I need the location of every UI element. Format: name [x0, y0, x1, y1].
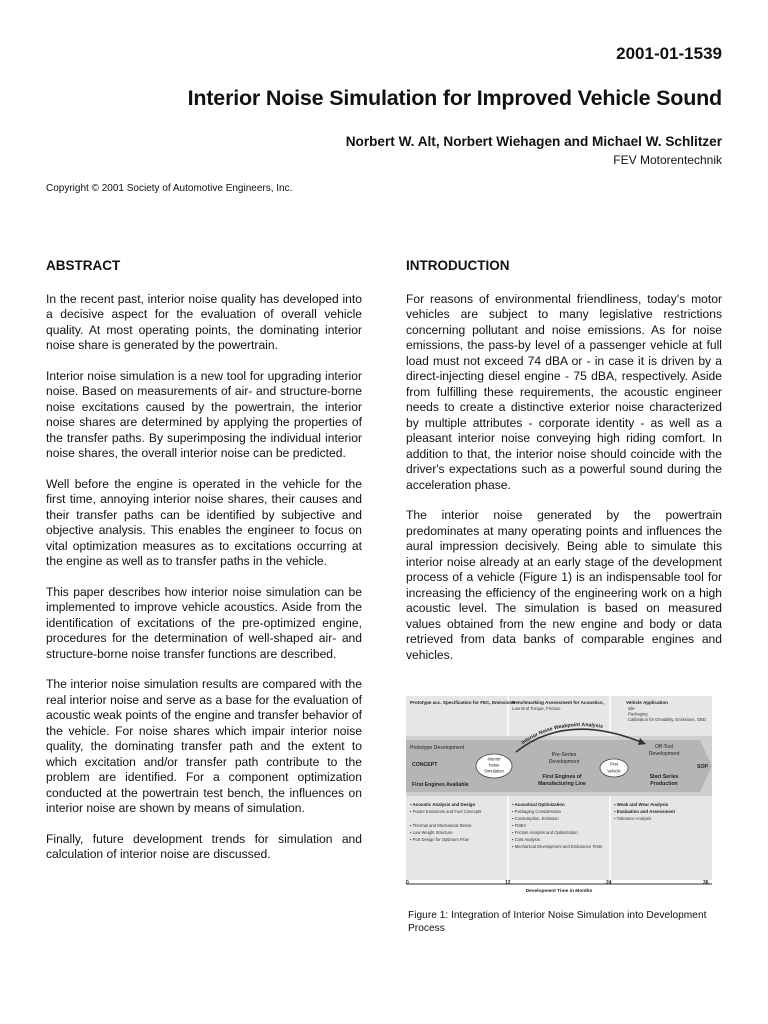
abstract-paragraph: Interior noise simulation is a new tool for upgrading interior noise. Based on measurements of air- and structure-borne noise excitations caused by the powertrain, the interior noise shares are determined by applying the properties of the transfer paths. By superimposing the individual interior noise shares, the overall interior noise can be predicted.: [46, 368, 362, 460]
off-tool-label: Off-Tool: [654, 744, 674, 750]
axis-tick-24: 24: [606, 880, 612, 886]
ins-ellipse-line: Simulation: [484, 768, 504, 774]
bottom-box-item: ▪ Packaging Consideration: [512, 809, 562, 814]
first-engines-line-label: First Engines of: [542, 774, 582, 780]
bottom-box-item: ▪ Mechanical Development and Endurance Tests: [512, 844, 603, 849]
weakpoint-arc-label: Interior Noise Weakpoint Analysis: [520, 722, 604, 747]
ins-ellipse-line: Interior: [487, 756, 501, 762]
bottom-box-item: ▪ Evaluation and Assessment: [614, 809, 675, 814]
abstract-section: [46, 258, 362, 878]
bottom-box-item: ▪ Cost Analysis: [512, 837, 540, 842]
introduction-paragraph: The interior noise generated by the powertrain predominates at many operating points and influences the aural impression decisively. Being able to simulate this interior noise already at an early stage of the development process of a vehicle (Figure 1) is an indispensable tool for increasing the efficiency of the engineering work on a high acoustic level. The simulation is based on measured values obtained from the new engine and body or data retrieved from data banks of comparable engines and vehicles.: [406, 508, 722, 662]
bottom-box-item: ▪ Future Emissions and Fuel Concepts: [410, 809, 482, 814]
pre-series-label: Pre-Series: [551, 752, 577, 758]
introduction-section: [406, 258, 722, 678]
bottom-box-item: ▪ Weak and Wear Analysis: [614, 802, 669, 807]
first-engines-line-label: Manufacturing Line: [538, 781, 586, 787]
caption-text: Integration of Interior Noise Simulation into Development Process: [408, 910, 707, 934]
abstract-paragraph: The interior noise simulation results are compared with the real interior noise and serve as a base for the evaluation of acoustic weak points of the engine and transfer behavior of the vehicle. For noise shares which impair interior noise quality, the dominating transfer path and the extent to which excitation and/or transfer path contribute to the problem are identified. For a component optimization conducted at the powertrain test bench, the influences on interior noise are shown by means of simulation.: [46, 677, 362, 815]
top-box-3-item: Calibration for Drivability, Emissions, OBD: [628, 717, 706, 722]
abstract-paragraph: Well before the engine is operated in the vehicle for the first time, annoying interior noise shares, their causes and their transfer paths can be identified by subjective and objective analysis. This enables the engineer to focus on vital optimization measures as to excitations occurring at the engine as well as to transfer paths in the vehicle.: [46, 476, 362, 568]
figure-caption: [408, 910, 718, 935]
bottom-box-item: ▪ Consumption, Emission: [512, 816, 559, 821]
start-series-label: Start Series: [649, 774, 679, 780]
bottom-box-item: ▪ FMEA: [512, 823, 527, 828]
bottom-box-item: ▪ Acoustical Optimization: [512, 802, 565, 807]
introduction-paragraph: For reasons of environmental friendliness, today's motor vehicles are subject to many legislative restrictions concerning pollutant and noise emissions. As for noise emissions, the pass-by level of a passenger vehicle at full load must not exceed 74 dBA or - in case it is driven by a direct-injecting diesel engine - 75 dBA, respectively. Aside from fulfilling these requirements, the acoustic engineer needs to create a distinctive exterior noise characterized by multiple attributes - corporate identity - as well as a pleasant interior noise conveying high riding comfort. In addition to that, the interior noise should coincide with the driver's expectations such as a powerful sound during the acceleration phase.: [406, 291, 722, 492]
ins-ellipse-line: Noise: [488, 762, 500, 768]
top-box-2-title: Benchmarking Assessment for Acoustics,: [512, 700, 604, 705]
start-series-label: Production: [650, 781, 678, 787]
axis-tick-36: 36: [703, 880, 709, 886]
first-vehicle-line: Vehicle: [607, 768, 621, 774]
top-box-3-title: Vehicle Application: [626, 700, 668, 705]
top-box-2-extra: Low End Torque, Friction: [512, 706, 561, 711]
authors: Norbert W. Alt, Norbert Wiehagen and Michael W. Schlitzer: [345, 134, 722, 149]
pre-series-label: Development: [548, 759, 580, 765]
concept-label: CONCEPT: [412, 762, 438, 768]
top-box-3-item: Idle: [628, 706, 635, 711]
figure-1: [406, 696, 712, 894]
first-engines-available-label: First Engines Available: [412, 782, 469, 788]
prototype-development-label: Prototype Development: [410, 745, 465, 751]
affiliation: FEV Motorentechnik: [613, 153, 722, 167]
axis-tick-12: 12: [505, 880, 511, 886]
bottom-box-item: ▪ Acoustic Analysis and Design: [410, 802, 476, 807]
top-box-1-title: Prototype acc. Specification for FEC, Emissions: [410, 700, 515, 705]
paper-title: Interior Noise Simulation for Improved Vehicle Sound: [187, 86, 722, 110]
bottom-box-item: ▪ Port Design for Optimum Flow: [410, 837, 469, 842]
abstract-paragraph: In the recent past, interior noise quality has developed into a decisive aspect for the evaluation of overall vehicle quality. At most operating points, the dominating interior noise share is generated by the powertrain.: [46, 291, 362, 352]
abstract-paragraph: Finally, future development trends for simulation and calculation of interior noise are discussed.: [46, 831, 362, 861]
caption-label: Figure 1:: [408, 910, 449, 921]
bottom-box-item: ▪ Low Weight Structure: [410, 830, 453, 835]
axis-tick-0: 0: [406, 880, 409, 886]
axis-label: Development Time in Months: [525, 889, 593, 894]
bottom-box-item: ▪ Tolerance Analysis: [614, 816, 652, 821]
top-box-3-item: Packaging: [628, 711, 648, 717]
bottom-box-item: ▪ Friction Analysis and Optimization: [512, 830, 578, 835]
sop-label: SOP: [697, 764, 708, 770]
off-tool-label: Development: [648, 751, 680, 757]
bottom-box-item: ▪ Thermal and Mechanical Stress: [410, 823, 472, 828]
abstract-heading: ABSTRACT: [46, 258, 121, 273]
copyright-notice: Copyright © 2001 Society of Automotive Engineers, Inc.: [46, 183, 293, 194]
development-process-diagram: [406, 696, 712, 894]
introduction-heading: INTRODUCTION: [406, 258, 510, 273]
first-vehicle-line: First: [609, 761, 619, 767]
paper-number: 2001-01-1539: [616, 44, 722, 63]
abstract-paragraph: This paper describes how interior noise simulation can be implemented to improve vehicle acoustics. Aside from the identification of excitations of the pre-optimized engine, procedures for the determination of well-shaped air- and structure-borne noise transfer functions are described.: [46, 584, 362, 661]
